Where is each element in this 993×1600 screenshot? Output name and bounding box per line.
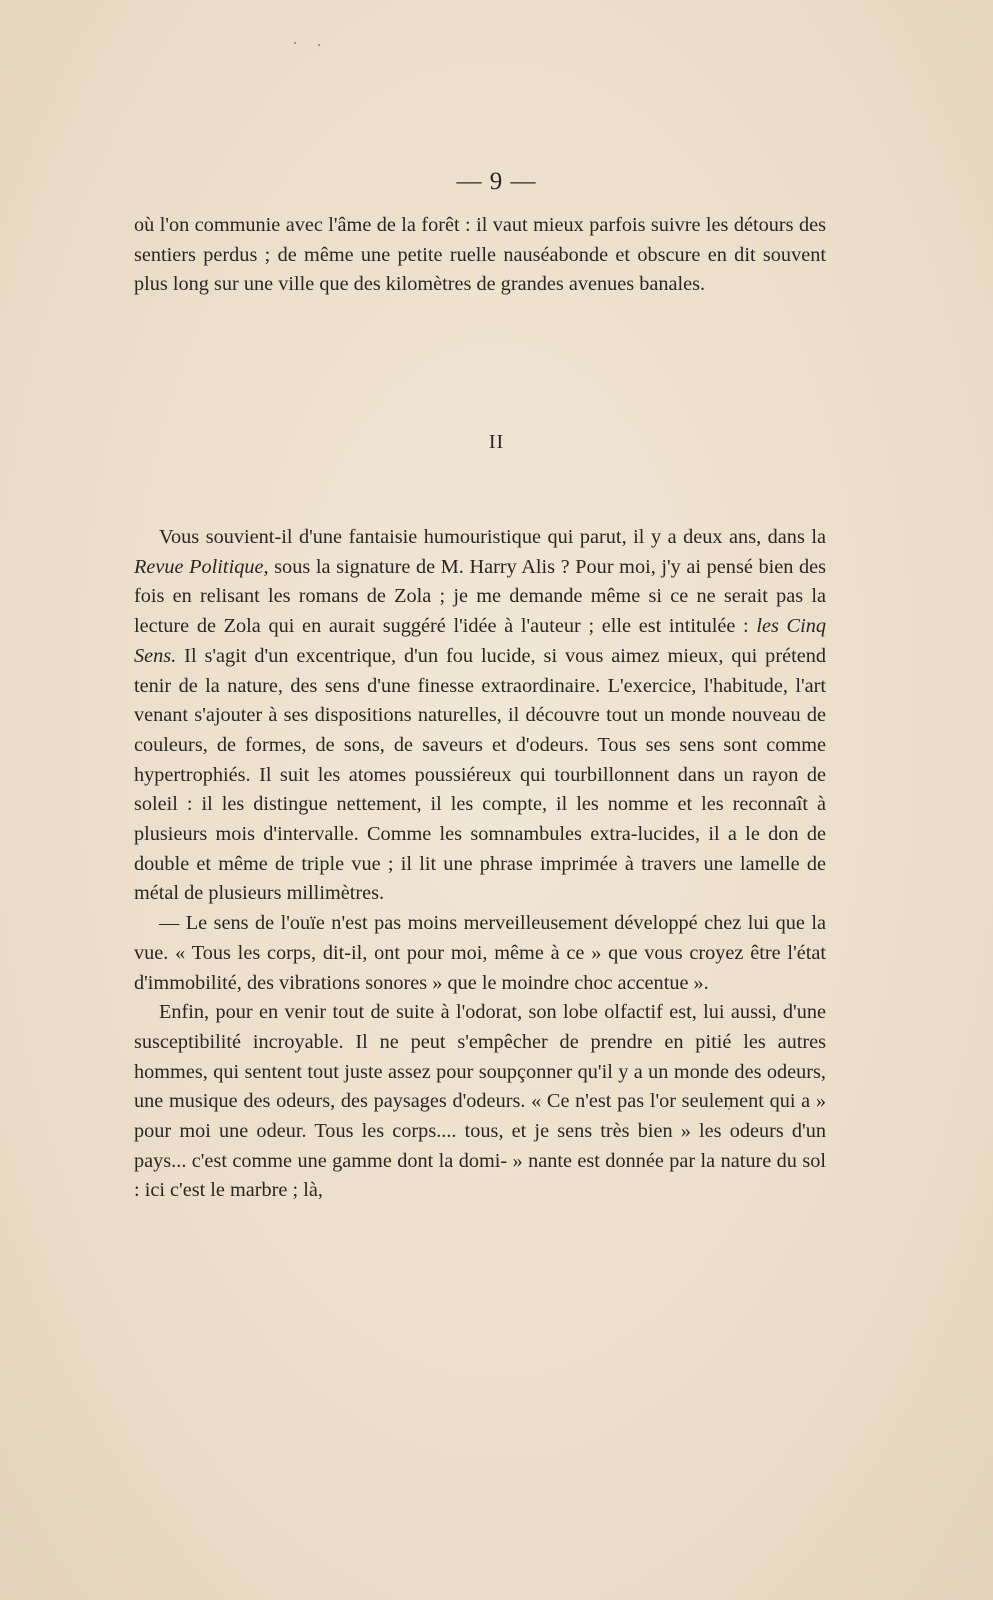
journal-title: Revue Politique, xyxy=(134,555,269,578)
paper-speck xyxy=(294,42,296,44)
paragraph-2: — Le sens de l'ouïe n'est pas moins merveilleusement développé chez lui que la vue. « Tous les corps, dit-il, ont pour moi, même à ce » que vous croyez être l'état d'immobilité, des vibrations sonores » que le moindre choc accentue ». xyxy=(134,912,826,994)
page-number: — 9 — xyxy=(456,168,537,195)
paper-speck xyxy=(318,44,320,46)
paragraph-1-text-a: Vous souvient-il d'une fantaisie humouristique qui parut, il y a deux ans, dans la xyxy=(159,526,826,548)
top-text-block xyxy=(134,211,826,300)
paragraph-1-text-c: Il s'agit d'un excentrique, d'un fou lucide, si vous aimez mieux, qui prétend tenir de la nature, des sens d'une finesse extraordinaire. L'exercice, l'habitude, l'art venant s'ajouter à ses dispositions naturelles, il découvre tout un monde nouveau de couleurs, de formes, de sons, de saveurs et d'odeurs. Tous ses sens sont comme hypertrophiés. Il suit les atomes poussiéreux qui tourbillonnent dans un rayon de soleil : il les distingue nettement, il les compte, il les nomme et les reconnaît à plusieurs mois d'intervalle. Comme les somnambules extra-lucides, il a le don de double et même de triple vue ; il lit une phrase imprimée à travers une lamelle de métal de plusieurs millimètres. xyxy=(134,644,826,905)
section-heading: II xyxy=(488,431,505,453)
work-title: les Cinq Sens. xyxy=(134,615,826,667)
paragraph-3: Enfin, pour en venir tout de suite à l'odorat, son lobe olfactif est, lui aussi, d'une susceptibilité incroyable. Il ne peut s'empêcher de prendre en pitié les autres hommes, qui sentent tout juste assez pour soupçonner qu'il y a un monde des odeurs, une musique des odeurs, des paysages d'odeurs. « Ce n'est pas l'or seulement qui a » pour moi une odeur. Tous les corps.... tous, et je sens très bien » les odeurs d'un pays... c'est comme une gamme dont la domi- » nante est donnée par la nature du sol : ici c'est le marbre ; là, xyxy=(134,1001,826,1202)
paragraph-1-text-b: sous la signature de M. Harry Alis ? Pour moi, j'y ai pensé bien des fois en relisant les romans de Zola ; je me demande même si ce ne serait pas la lecture de Zola qui en aurait suggéré l'idée à l'auteur ; elle est intitulée : xyxy=(134,555,826,638)
top-paragraph: où l'on communie avec l'âme de la forêt : il vaut mieux parfois suivre les détours des sentiers perdus ; de même une petite ruelle nauséabonde et obscure en dit souvent plus long sur une ville que des kilomètres de grandes avenues banales. xyxy=(134,214,826,296)
paragraph-1 xyxy=(134,523,826,909)
main-text-block xyxy=(134,523,826,1206)
